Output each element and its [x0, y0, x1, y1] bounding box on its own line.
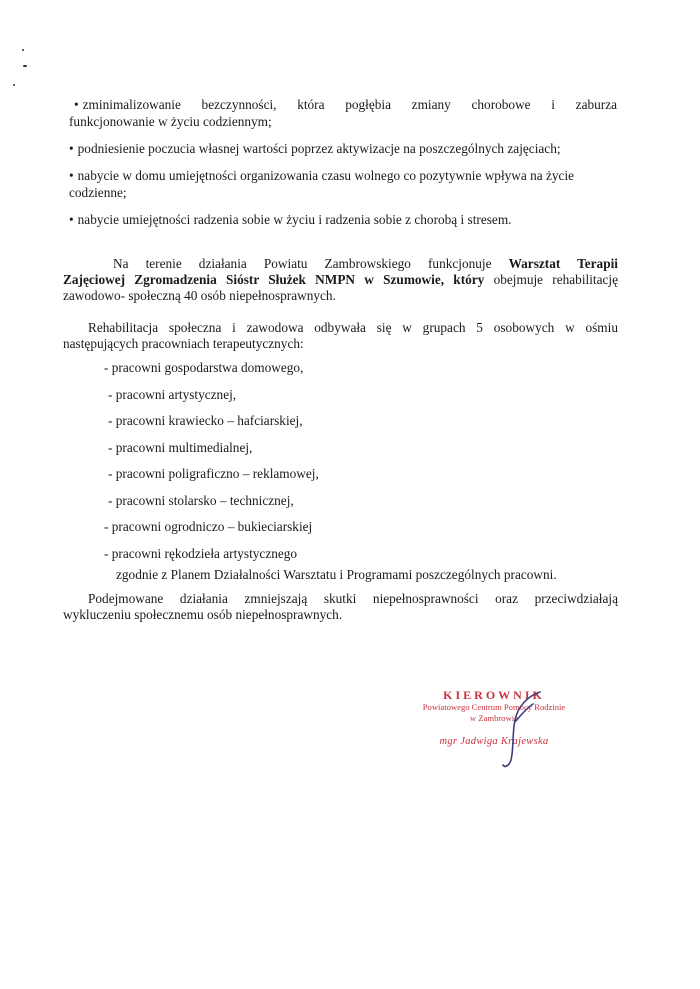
bullet-item: [69, 211, 617, 228]
stamp-location: w Zambrowie: [470, 713, 518, 723]
bullet-text: funkcjonowanie w życiu codziennym;: [69, 114, 272, 129]
goals-bullet-list: [69, 96, 617, 238]
list-item: - pracowni krawiecko – hafciarskiej,: [108, 413, 303, 428]
scan-mark: [13, 84, 15, 86]
bullet-icon: •: [69, 212, 74, 227]
bullet-item: [69, 140, 617, 157]
bullet-text: podniesienie poczucia własnej wartości poprzez aktywizacje na poszczególnych zajęciach;: [77, 141, 561, 156]
bullet-icon: •: [74, 97, 79, 112]
stamp-name: mgr Jadwiga Krajewska: [439, 736, 549, 747]
list-item: - pracowni ogrodniczo – bukieciarskiej: [104, 519, 313, 534]
handwritten-signature: [500, 690, 560, 770]
scan-mark: [23, 65, 27, 67]
bullet-text: nabycie umiejętności radzenia sobie w życiu i radzenia sobie z chorobą i stresem.: [77, 212, 512, 227]
workshop-name: Warsztat Terapii: [508, 256, 618, 271]
bullet-icon: •: [69, 168, 74, 183]
list-item: - pracowni rękodzieła artystycznego: [104, 545, 298, 561]
workshop-list: [104, 359, 404, 571]
bullet-text: zminimalizowanie bezczynności, która pogłębia zmiany chorobowe i zaburza: [82, 97, 617, 112]
workshop-paragraph: Na terenie działania Powiatu Zambrowskiego funkcjonuje Warsztat Terapii Zajęciowej Zgromadzenia Sióstr Służek NMPN w Szumowie, który obejmuje rehabilitację zawodowo- społeczną 40 osób niepełnosprawnych.: [63, 256, 619, 303]
bullet-icon: •: [69, 141, 74, 156]
workshop-name: Zajęciowej Zgromadzenia Sióstr Służek NMPN w Szumowie, który: [63, 272, 494, 287]
closing-paragraph: Podejmowane działania zmniejszają skutki niepełnosprawności oraz przeciwdziałają wykluczeniu społecznemu osób niepełnosprawnych.: [63, 591, 618, 622]
bullet-item: [69, 96, 617, 130]
list-item: - pracowni artystycznej,: [108, 386, 237, 402]
scan-mark: [22, 49, 24, 51]
plan-line: zgodnie z Planem Działalności Warsztatu i Programami poszczególnych pracowni.: [116, 567, 557, 582]
list-item: - pracowni poligraficzno – reklamowej,: [108, 466, 319, 481]
bullet-item: [69, 167, 617, 201]
list-item: - pracowni multimedialnej,: [108, 439, 253, 455]
bullet-text: codzienne;: [69, 185, 127, 200]
rehabilitation-paragraph: Rehabilitacja społeczna i zawodowa odbywała się w grupach 5 osobowych w ośmiu następujących pracowniach terapeutycznych:: [63, 320, 618, 351]
bullet-text: nabycie w domu umiejętności organizowania czasu wolnego co pozytywnie wpływa na życie: [77, 168, 575, 183]
list-item: - pracowni gospodarstwa domowego,: [104, 360, 304, 375]
list-item: - pracowni stolarsko – technicznej,: [108, 492, 294, 508]
stamp-office: Powiatowego Centrum Pomocy Rodzinie: [422, 702, 566, 712]
stamp-title: KIEROWNIK: [443, 688, 545, 702]
